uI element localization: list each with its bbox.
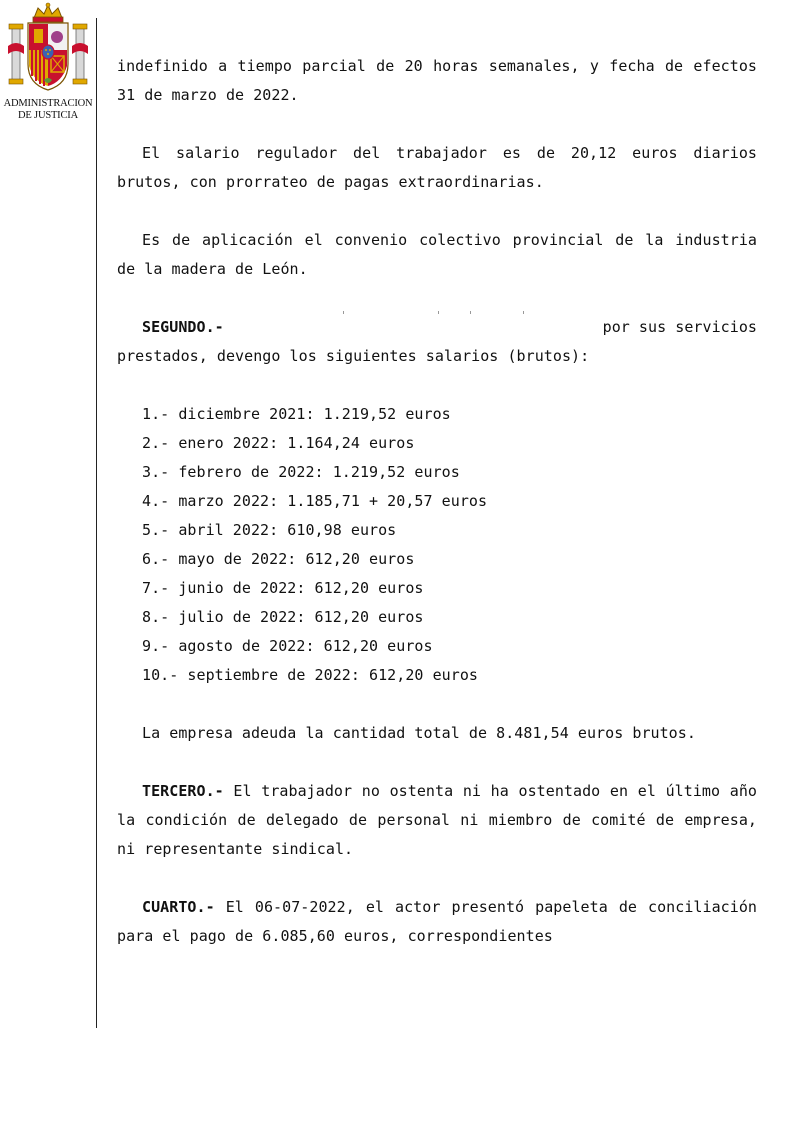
list-item: 3.- febrero de 2022: 1.219,52 euros <box>142 463 460 481</box>
list-item: 9.- agosto de 2022: 612,20 euros <box>142 637 433 655</box>
list-item: 2.- enero 2022: 1.164,24 euros <box>142 434 415 452</box>
paragraph-total: La empresa adeuda la cantidad total de 8.481,54 euros brutos. <box>142 724 696 742</box>
document-body <box>117 52 757 980</box>
segundo-label: SEGUNDO.- <box>142 318 224 336</box>
salary-list <box>117 400 757 690</box>
list-item: 7.- junio de 2022: 612,20 euros <box>142 579 424 597</box>
segundo-line1 <box>117 313 757 342</box>
header-crest <box>0 0 96 125</box>
paragraph-contract: indefinido a tiempo parcial de 20 horas semanales, y fecha de efectos 31 de marzo de 2022. <box>117 57 757 104</box>
tercero-text: El trabajador no ostenta ni ha ostentado en el último año la condición de delegado de personal ni miembro de comité de empresa, ni representante sindical. <box>117 782 757 858</box>
crest-caption-line2: DE JUSTICIA <box>18 110 78 121</box>
crest-caption-line1: ADMINISTRACION <box>3 98 93 109</box>
margin-rule <box>96 18 97 1028</box>
tercero-label: TERCERO.- <box>142 782 224 800</box>
list-item: 5.- abril 2022: 610,98 euros <box>142 521 397 539</box>
list-item: 8.- julio de 2022: 612,20 euros <box>142 608 424 626</box>
paragraph-agreement: Es de aplicación el convenio colectivo provincial de la industria de la madera de León. <box>117 231 757 278</box>
spanish-coat-of-arms-icon <box>4 2 92 98</box>
paragraph-tercero <box>117 777 757 864</box>
list-item: 10.- septiembre de 2022: 612,20 euros <box>142 666 478 684</box>
list-item: 1.- diciembre 2021: 1.219,52 euros <box>142 405 451 423</box>
segundo-text-after: por sus servicios <box>602 318 757 336</box>
paragraph-salary: El salario regulador del trabajador es de 20,12 euros diarios brutos, con prorrateo de pagas extraordinarias. <box>117 144 757 191</box>
redacted-text <box>248 313 578 327</box>
paragraph-segundo <box>117 313 757 371</box>
cuarto-label: CUARTO.- <box>142 898 215 916</box>
paragraph-cuarto <box>117 893 757 951</box>
list-item: 6.- mayo de 2022: 612,20 euros <box>142 550 415 568</box>
list-item: 4.- marzo 2022: 1.185,71 + 20,57 euros <box>142 492 488 510</box>
cuarto-text: El 06-07-2022, el actor presentó papeleta de conciliación para el pago de 6.085,60 euros, correspondientes <box>117 898 757 945</box>
segundo-line2: prestados, devengo los siguientes salarios (brutos): <box>117 347 590 365</box>
